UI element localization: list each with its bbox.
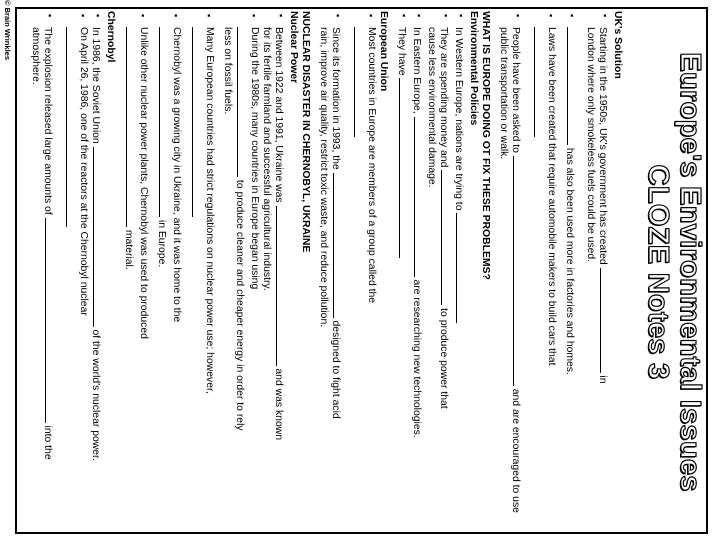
env-b3-text-2: are researching new technologies.	[411, 279, 422, 438]
env-b2-text: They are spending money and	[438, 27, 449, 168]
nuclear-b5-text: Unlike other nuclear power plants, Chernobyl was used to produced	[138, 27, 149, 339]
nuclear-b3-text: Many European countries had strict regulations on nuclear power use; however,	[204, 27, 215, 394]
fill-blank[interactable]	[399, 78, 410, 258]
list-item	[350, 27, 377, 526]
nuclear-b1-text-3: for its fertile farmland and successful agricultural industry.	[261, 27, 272, 291]
nuclear-b2-text-3: less on fossil fuels.	[222, 27, 233, 115]
eu-heading: European Union	[378, 11, 389, 92]
chernobyl-b3-text: The explosion released large amounts of	[42, 27, 53, 215]
chernobyl-b2-text: On April 26, 1986, one of the reactors at the Chernobyl nuclear	[78, 27, 89, 316]
uk-b4-text-2: and are encouraged to use	[510, 388, 521, 513]
fill-blank[interactable]	[600, 268, 611, 373]
list-item	[155, 27, 182, 526]
doing-heading: WHAT IS EUROPE DOING OT FIX THESE PROBLEMS?	[480, 11, 491, 280]
fill-blank[interactable]	[93, 147, 104, 327]
uk-b1-text-2: in	[597, 375, 608, 384]
list-item	[530, 27, 557, 526]
page-title: Europe's Environmental Issues	[674, 52, 706, 492]
chernobyl-b1-text: In 1986, the Soviet Union	[90, 27, 101, 144]
list-item	[317, 27, 344, 526]
eu-b2-text-2: designed to fight acid	[330, 320, 341, 419]
nuclear-list	[122, 11, 287, 526]
list-item	[395, 27, 410, 526]
env-list	[395, 11, 467, 526]
list-item	[425, 27, 452, 526]
fill-blank[interactable]	[192, 27, 203, 217]
copyright-credit: © Brain Wrinkles	[3, 0, 12, 60]
fill-blank[interactable]	[354, 27, 365, 137]
fill-blank[interactable]	[159, 27, 170, 217]
eu-list	[317, 11, 377, 526]
uk-b4-text-3: public transportation or walk.	[498, 27, 509, 160]
fill-blank[interactable]	[45, 218, 56, 423]
env-b3-text: In Eastern Europe,	[411, 27, 422, 114]
list-item	[62, 27, 89, 526]
uk-b1-text-3: London where only smokeless fuels could be used.	[585, 27, 596, 263]
fill-blank[interactable]	[66, 27, 77, 227]
title-block	[642, 17, 706, 527]
list-item	[29, 27, 56, 526]
chernobyl-list	[29, 11, 104, 526]
uk-b4-text: People have been asked to	[510, 27, 521, 153]
nuclear-b1-text: Between 1922 and 1991, Ukraine was	[273, 27, 284, 203]
nuclear-b1-text-2: and was known	[273, 368, 284, 441]
env-b4-text: They have	[396, 27, 407, 76]
nuclear-b5-text-2: material.	[123, 229, 134, 270]
eu-b2-text-3: rain, improve air quality, restrict toxic waste, and reduce pollution.	[318, 27, 329, 328]
uk-b3-text: Laws have been created that require automobile makers to build cars that	[546, 27, 557, 366]
list-item	[584, 27, 611, 526]
env-heading: Environmental Policies	[468, 11, 479, 126]
fill-blank[interactable]	[513, 156, 524, 386]
list-item	[497, 27, 524, 526]
list-item	[89, 27, 104, 526]
eu-b2-text: Since its formation in 1993, the	[330, 27, 341, 170]
fill-blank[interactable]	[441, 170, 452, 305]
uk-b1-text: Starting in the 1950s, UK's government has created	[597, 27, 608, 265]
page-subtitle: CLOZE Notes 3	[642, 164, 674, 380]
chernobyl-disaster-heading: NUCLEAR DISASTER IN CHERNOBYL, UKRAINE	[300, 11, 311, 253]
uk-heading: UK's Solution	[612, 11, 623, 79]
nuclear-b2-text-2: to produce cleaner and cheaper energy in order to rely	[234, 179, 245, 431]
env-b2-text-3: cause less environmental damage.	[426, 27, 437, 188]
nuclear-b4-text: Chernobyl was a growing city in Ukraine, and it was home to the	[171, 27, 182, 323]
fill-blank[interactable]	[126, 27, 137, 227]
nuclear-b2-text: During the 1980s, many countries in Europe began using	[249, 27, 260, 290]
chernobyl-b3-text-2: into the	[42, 425, 53, 460]
nuclear-heading: Nuclear Power	[288, 11, 299, 84]
list-item	[188, 27, 215, 526]
list-item	[122, 27, 149, 526]
list-item	[260, 27, 287, 526]
list-item	[221, 27, 260, 526]
chernobyl-b1-text-2: of the world's nuclear power.	[90, 329, 101, 461]
nuclear-b4-text-2: in Europe.	[156, 219, 167, 268]
uk-b2-text: has also been used more in factories and homes.	[564, 147, 575, 375]
fill-blank[interactable]	[567, 27, 578, 145]
list-item	[410, 27, 425, 526]
env-b2-text-2: to produce power that	[438, 308, 449, 409]
fill-blank[interactable]	[276, 206, 287, 366]
env-b1-text: In Western Europe, nations are trying to	[453, 27, 464, 211]
fill-blank[interactable]	[414, 117, 425, 277]
fill-blank[interactable]	[333, 173, 344, 318]
eu-b1-text: Most countries in Europe are members of a group called the	[366, 27, 377, 304]
list-item	[452, 27, 467, 526]
uk-list	[497, 11, 611, 526]
fill-blank[interactable]	[534, 27, 545, 137]
fill-blank[interactable]	[456, 213, 467, 323]
chernobyl-heading: Chernobyl	[105, 11, 116, 63]
notes-content	[23, 11, 623, 526]
list-item	[563, 27, 578, 526]
chernobyl-b3-text-3: atmosphere.	[30, 27, 41, 85]
fill-blank[interactable]	[237, 27, 248, 177]
